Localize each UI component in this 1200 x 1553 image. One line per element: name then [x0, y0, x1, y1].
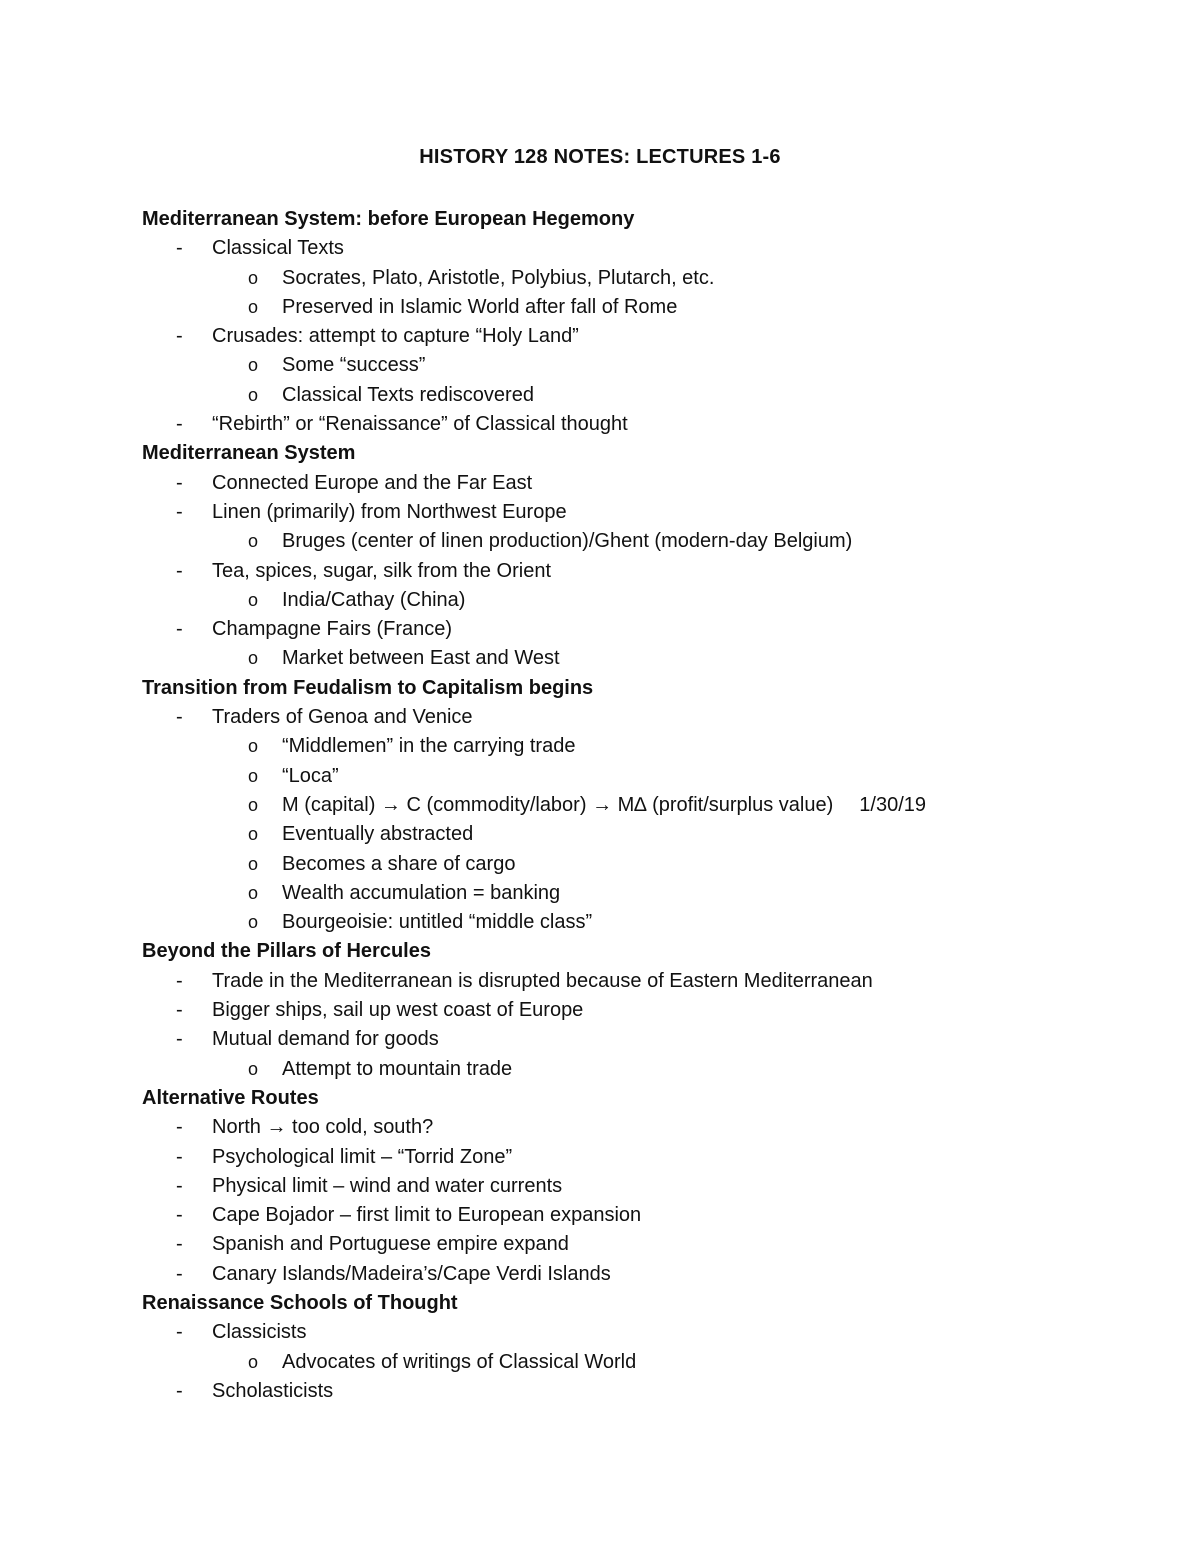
list-item — [142, 967, 1142, 996]
list-item-text: North → too cold, south? — [212, 1116, 434, 1139]
sub-list-item-text: Market between East and West — [282, 647, 560, 670]
dash-bullet: - — [176, 559, 183, 582]
list-item-text: Classical Texts — [212, 237, 344, 260]
sub-list-item — [142, 586, 1142, 615]
list-item — [142, 1318, 1142, 1347]
section-heading: Beyond the Pillars of Hercules — [142, 940, 431, 963]
sub-list-item — [142, 879, 1142, 908]
arrow-right-icon: → — [592, 793, 613, 816]
dash-bullet: - — [176, 413, 183, 436]
list-item — [142, 615, 1142, 644]
list-item — [142, 996, 1142, 1025]
dash-bullet: - — [176, 1028, 183, 1051]
section-heading: Transition from Feudalism to Capitalism begins — [142, 676, 594, 699]
sub-list-item-text: Bruges (center of linen production)/Ghent (modern-day Belgium) — [282, 530, 853, 553]
sub-list-item-text: Eventually abstracted — [282, 823, 474, 846]
sub-list-item-text: Becomes a share of cargo — [282, 852, 516, 875]
document-title: HISTORY 128 NOTES: LECTURES 1-6 — [419, 146, 781, 168]
list-item-text: Crusades: attempt to capture “Holy Land” — [212, 325, 579, 348]
circle-bullet: o — [248, 736, 259, 757]
dash-bullet: - — [176, 1262, 183, 1285]
list-item-text: Connected Europe and the Far East — [212, 471, 533, 494]
list-item-text: Classicists — [212, 1321, 307, 1344]
section-heading: Renaissance Schools of Thought — [142, 1291, 458, 1314]
circle-bullet: o — [248, 355, 259, 376]
list-item-text: “Rebirth” or “Renaissance” of Classical thought — [212, 413, 628, 436]
dash-bullet: - — [176, 618, 183, 641]
list-item — [142, 557, 1142, 586]
list-item-text: Scholasticists — [212, 1379, 334, 1402]
list-item-text: Linen (primarily) from Northwest Europe — [212, 500, 567, 523]
sub-list-item — [142, 644, 1142, 673]
circle-bullet: o — [248, 1058, 259, 1079]
circle-bullet: o — [248, 296, 259, 317]
list-item-text: Physical limit – wind and water currents — [212, 1174, 563, 1197]
dash-bullet: - — [176, 500, 183, 523]
circle-bullet: o — [248, 531, 259, 552]
circle-bullet: o — [248, 648, 259, 669]
sub-list-item — [142, 850, 1142, 879]
list-item-text: Trade in the Mediterranean is disrupted because of Eastern Mediterranean — [212, 969, 873, 992]
list-item — [142, 1260, 1142, 1289]
dash-bullet: - — [176, 706, 183, 729]
sub-list-item-text: Bourgeoisie: untitled “middle class” — [282, 911, 593, 934]
section-heading: Alternative Routes — [142, 1086, 319, 1109]
list-item — [142, 498, 1142, 527]
sub-list-item-text: Some “success” — [282, 354, 426, 377]
list-item-text: Spanish and Portuguese empire expand — [212, 1233, 569, 1256]
sub-list-item — [142, 293, 1142, 322]
section-heading: Mediterranean System: before European Hegemony — [142, 208, 635, 230]
arrow-right-icon: → — [380, 793, 401, 816]
circle-bullet: o — [248, 824, 259, 845]
dash-bullet: - — [176, 1379, 183, 1402]
sub-list-item — [142, 351, 1142, 380]
circle-bullet: o — [248, 853, 259, 874]
margin-date: 1/30/19 — [859, 793, 926, 816]
list-item-text: Canary Islands/Madeira’s/Cape Verdi Islands — [212, 1262, 611, 1285]
circle-bullet: o — [248, 765, 259, 786]
circle-bullet: o — [248, 794, 259, 815]
dash-bullet: - — [176, 1145, 183, 1168]
dash-bullet: - — [176, 325, 183, 348]
sub-list-item-text: M (capital) → C (commodity/labor) → M∆ (profit/surplus value) — [282, 793, 834, 816]
notes-body — [142, 205, 1142, 1406]
list-item — [142, 1143, 1142, 1172]
dash-bullet: - — [176, 1116, 183, 1139]
section-heading: Mediterranean System — [142, 442, 356, 465]
sub-list-item-text: India/Cathay (China) — [282, 588, 466, 611]
list-item-text: Mutual demand for goods — [212, 1028, 439, 1051]
dash-bullet: - — [176, 471, 183, 494]
dash-bullet: - — [176, 969, 183, 992]
sub-list-item — [142, 1055, 1142, 1084]
list-item — [142, 1172, 1142, 1201]
circle-bullet: o — [248, 384, 259, 405]
sub-list-item-text: “Loca” — [282, 764, 339, 787]
sub-list-item — [142, 820, 1142, 849]
list-item — [142, 322, 1142, 351]
sub-list-item — [142, 908, 1142, 937]
dash-bullet: - — [176, 1321, 183, 1344]
list-item-text: Traders of Genoa and Venice — [212, 706, 473, 729]
dash-bullet: - — [176, 1233, 183, 1256]
circle-bullet: o — [248, 912, 259, 933]
dash-bullet: - — [176, 1204, 183, 1227]
sub-list-item-text: Preserved in Islamic World after fall of Rome — [282, 295, 678, 318]
list-item — [142, 469, 1142, 498]
list-item — [142, 1377, 1142, 1406]
list-item — [142, 1201, 1142, 1230]
list-item — [142, 410, 1142, 439]
sub-list-item — [142, 762, 1142, 791]
sub-list-item — [142, 1348, 1142, 1377]
circle-bullet: o — [248, 589, 259, 610]
sub-list-item — [142, 527, 1142, 556]
sub-list-item-text: Wealth accumulation = banking — [282, 881, 561, 904]
dash-bullet: - — [176, 1174, 183, 1197]
list-item-text: Cape Bojador – first limit to European expansion — [212, 1204, 642, 1227]
list-item — [142, 234, 1142, 263]
sub-list-item-text: Classical Texts rediscovered — [282, 383, 534, 406]
sub-list-item — [142, 732, 1142, 761]
list-item — [142, 703, 1142, 732]
list-item-text: Bigger ships, sail up west coast of Europe — [212, 999, 584, 1022]
list-item — [142, 1113, 1142, 1142]
sub-list-item-text: “Middlemen” in the carrying trade — [282, 735, 576, 758]
list-item-text: Champagne Fairs (France) — [212, 618, 453, 641]
dash-bullet: - — [176, 237, 183, 260]
sub-list-item-text: Socrates, Plato, Aristotle, Polybius, Plutarch, etc. — [282, 266, 715, 289]
sub-list-item — [142, 264, 1142, 293]
sub-list-item — [142, 381, 1142, 410]
list-item-text: Tea, spices, sugar, silk from the Orient — [212, 559, 552, 582]
sub-list-item — [142, 791, 1142, 820]
circle-bullet: o — [248, 267, 259, 288]
sub-list-item-text: Attempt to mountain trade — [282, 1057, 513, 1080]
list-item — [142, 1230, 1142, 1259]
dash-bullet: - — [176, 999, 183, 1022]
circle-bullet: o — [248, 882, 259, 903]
sub-list-item-text: Advocates of writings of Classical World — [282, 1350, 637, 1373]
circle-bullet: o — [248, 1351, 259, 1372]
list-item — [142, 1025, 1142, 1054]
list-item-text: Psychological limit – “Torrid Zone” — [212, 1145, 513, 1168]
arrow-right-icon: → — [266, 1116, 287, 1139]
